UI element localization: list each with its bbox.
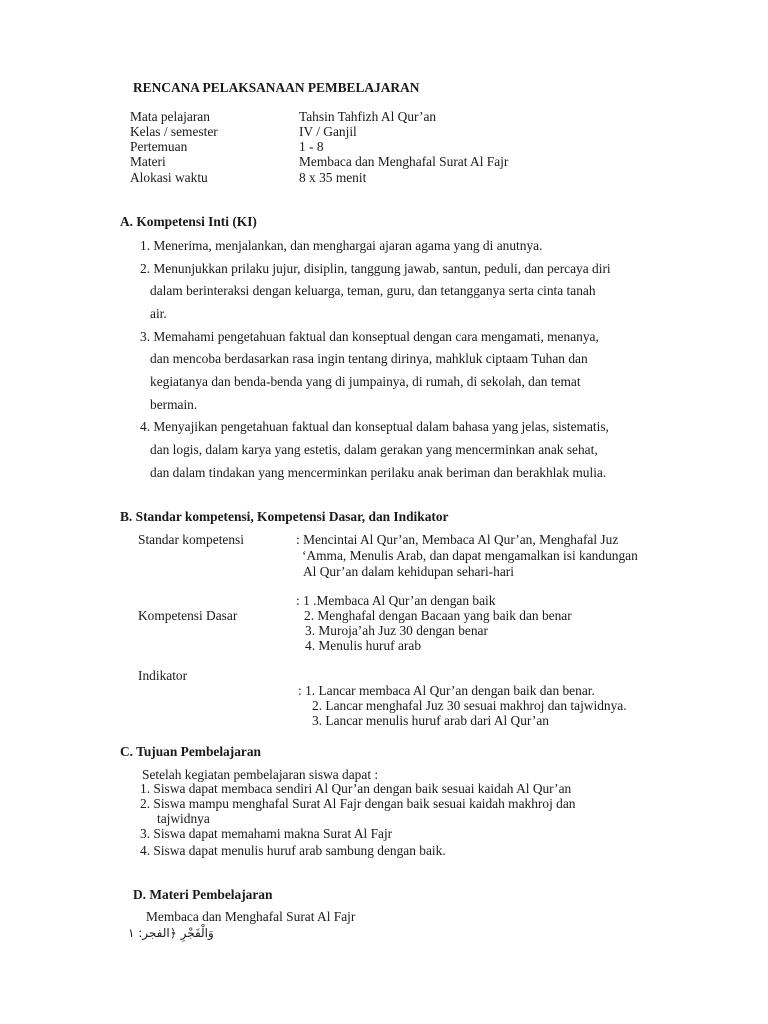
sk-line: ‘Amma, Menulis Arab, dan dapat mengamalkan isi kandungan — [302, 548, 638, 563]
doc-title: RENCANA PELAKSANAAN PEMBELAJARAN — [133, 80, 420, 95]
ki-line: dan mencoba berdasarkan rasa ingin tentang dirinya, mahkluk ciptaam Tuhan dan — [150, 351, 588, 366]
ki-line: 1. Menerima, menjalankan, dan menghargai ajaran agama yang di anutnya. — [140, 238, 543, 253]
indikator-line: 3. Lancar menulis huruf arab dari Al Qur’an — [312, 713, 549, 728]
section-a-heading: A. Kompetensi Inti (KI) — [120, 214, 257, 229]
identity-label: Pertemuan — [130, 139, 188, 154]
ki-line: dan logis, dalam karya yang estetis, dalam gerakan yang mencerminkan anak sehat, — [150, 442, 598, 457]
identity-value: Tahsin Tahfizh Al Qur’an — [299, 109, 437, 124]
identity-value: 8 x 35 menit — [299, 170, 367, 185]
identity-value: IV / Ganjil — [299, 124, 357, 139]
identity-label: Alokasi waktu — [130, 170, 208, 185]
ki-line: kegiatanya dan benda-benda yang di jumpainya, di rumah, di sekolah, dan temat — [150, 374, 581, 389]
sk-label: Standar kompetensi — [138, 532, 244, 547]
tujuan-line: 4. Siswa dapat menulis huruf arab sambung dengan baik. — [140, 843, 446, 858]
ki-line: 2. Menunjukkan prilaku jujur, disiplin, tanggung jawab, santun, peduli, dan percaya diri — [140, 261, 611, 276]
kd-line: : 1 .Membaca Al Qur’an dengan baik — [296, 593, 496, 608]
ki-line: bermain. — [150, 397, 198, 412]
kd-line: 4. Menulis huruf arab — [305, 638, 422, 653]
sk-line: Al Qur’an dalam kehidupan sehari-hari — [303, 564, 514, 579]
tujuan-line: 3. Siswa dapat memahami makna Surat Al Fajr — [140, 826, 393, 841]
identity-label: Kelas / semester — [130, 124, 218, 139]
ki-line: dalam berinteraksi dengan keluarga, teman, guru, dan tetangganya serta cinta tanah — [150, 283, 596, 298]
identity-value: 1 - 8 — [299, 139, 324, 154]
section-d-heading: D. Materi Pembelajaran — [133, 887, 273, 902]
indikator-line: 2. Lancar menghafal Juz 30 sesuai makhroj dan tajwidnya. — [312, 698, 627, 713]
indikator-line: : 1. Lancar membaca Al Qur’an dengan baik dan benar. — [298, 683, 595, 698]
identity-label: Mata pelajaran — [130, 109, 210, 124]
tujuan-line: tajwidnya — [157, 811, 210, 826]
ki-line: dan dalam tindakan yang mencerminkan perilaku anak beriman dan berakhlak mulia. — [150, 465, 607, 480]
tujuan-intro: Setelah kegiatan pembelajaran siswa dapat : — [142, 767, 379, 782]
ki-line: 4. Menyajikan pengetahuan faktual dan konseptual dalam bahasa yang jelas, sistematis, — [140, 419, 609, 434]
identity-label: Materi — [130, 154, 166, 169]
sk-line: : Mencintai Al Qur’an, Membaca Al Qur’an, Menghafal Juz — [296, 532, 619, 547]
identity-value: Membaca dan Menghafal Surat Al Fajr — [299, 154, 509, 169]
tujuan-line: 1. Siswa dapat membaca sendiri Al Qur’an dengan baik sesuai kaidah Al Qur’an — [140, 781, 572, 796]
tujuan-line: 2. Siswa mampu menghafal Surat Al Fajr dengan baik sesuai kaidah makhroj dan — [140, 796, 576, 811]
kd-line: 3. Muroja’ah Juz 30 dengan benar — [305, 623, 488, 638]
indikator-label: Indikator — [138, 668, 188, 683]
section-c-heading: C. Tujuan Pembelajaran — [120, 744, 261, 759]
ki-line: 3. Memahami pengetahuan faktual dan konseptual dengan cara mengamati, menanya, — [140, 329, 599, 344]
section-b-heading: B. Standar kompetensi, Kompetensi Dasar, dan Indikator — [120, 509, 449, 524]
ki-line: air. — [150, 306, 167, 321]
arabic-verse: وَالْفَجْرِ ﴿الفجر: ١ — [128, 926, 214, 940]
materi-line: Membaca dan Menghafal Surat Al Fajr — [146, 909, 356, 924]
kd-line: 2. Menghafal dengan Bacaan yang baik dan benar — [304, 608, 572, 623]
kd-label: Kompetensi Dasar — [138, 608, 238, 623]
